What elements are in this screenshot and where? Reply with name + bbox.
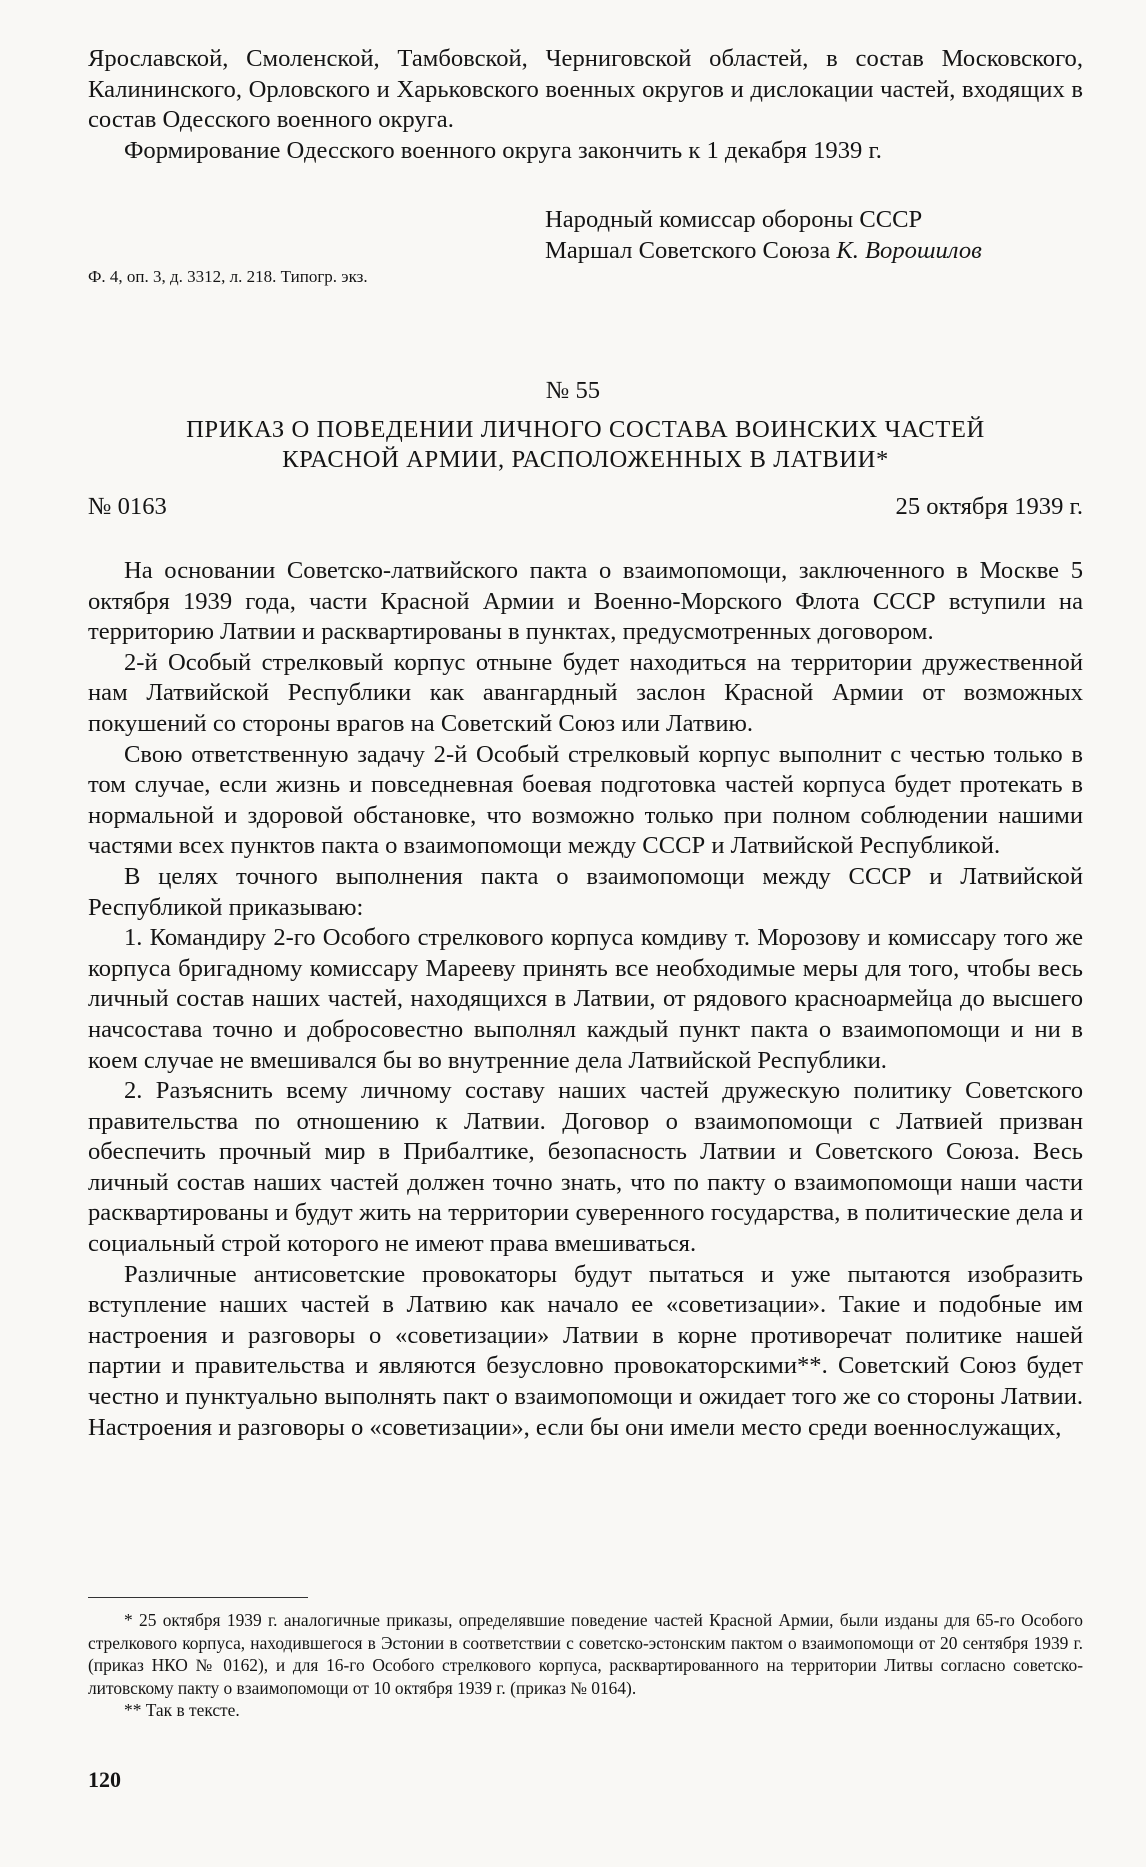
body-paragraph-7: Различные антисоветские провокаторы будут пытаться и уже пытаются изобразить вступление наших частей в Латвию как начало ее «советизации». Такие и подобные им настроения и разговоры о «советизации» Латвии в корне противоречат политике нашей партии и правительства и являются безусловно провокаторскими**. Советский Союз будет честно и пунктуально выполнять пакт о взаимопомощи и ожидает того же со стороны Латвии. Настроения и разговоры о «советизации», если бы они имели место среди военнослужащих, <box>88 1260 1083 1441</box>
odessa-paragraph: Формирование Одесского военного округа закончить к 1 декабря 1939 г. <box>124 136 882 164</box>
footnote-1: * 25 октября 1939 г. аналогичные приказы, определявшие поведение частей Красной Армии, были изданы для 65-го Особого стрелкового корпуса, находившегося в Эстонии в соответствии с советско-эстонским пактом о взаимопомощи от 20 сентября 1939 г. (приказ НКО № 0162), и для 16-го Особого стрелкового корпуса, расквартированного на территории Литвы согласно советско-литовскому пакту о взаимопомощи от 10 октября 1939 г. (приказ № 0164). <box>88 1610 1083 1698</box>
order-body <box>88 556 1083 1443</box>
archive-reference: Ф. 4, оп. 3, д. 3312, л. 218. Типогр. экз. <box>88 267 368 286</box>
order-number: № 0163 <box>88 493 167 520</box>
body-paragraph-3: Свою ответственную задачу 2-й Особый стрелковый корпус выполнит с честью только в том случае, если жизнь и повседневная боевая подготовка частей корпуса будет протекать в нормальной и здоровой обстановке, что возможно только при полном соблюдении нашими частями всех пунктов пакта о взаимопомощи между СССР и Латвийской Республикой. <box>88 740 1083 860</box>
page-number: 120 <box>88 1767 121 1792</box>
body-paragraph-2: 2-й Особый стрелковый корпус отныне будет находиться на территории дружественной нам Латвийской Республики как авангардный заслон Красной Армии от возможных покушений со стороны врагов на Советский Союз или Латвию. <box>88 648 1083 737</box>
order-date: 25 октября 1939 г. <box>895 493 1083 520</box>
body-paragraph-4: В целях точного выполнения пакта о взаимопомощи между СССР и Латвийской Республикой приказываю: <box>88 862 1083 921</box>
top-text-block <box>88 44 1083 166</box>
footnote-divider <box>88 1597 308 1598</box>
title-line-1: ПРИКАЗ О ПОВЕДЕНИИ ЛИЧНОГО СОСТАВА ВОИНСКИХ ЧАСТЕЙ <box>186 416 985 443</box>
signature-position: Народный комиссар обороны СССР <box>545 206 923 233</box>
body-paragraph-1: На основании Советско-латвийского пакта о взаимопомощи, заключенного в Москве 5 октября 1939 года, части Красной Армии и Военно-Морского Флота СССР вступили на территорию Латвии и расквартированы в пунктах, предусмотренных договором. <box>88 557 1083 646</box>
signature-rank: Маршал Советского Союза <box>545 236 831 264</box>
footnotes <box>88 1609 1083 1722</box>
document-title <box>88 415 1083 475</box>
signature-rank-line <box>545 236 982 267</box>
body-paragraph-6: 2. Разъяснить всему личному составу наших частей дружескую политику Советского правительства по отношению к Латвии. Договор о взаимопомощи с Латвией призван обеспечить прочный мир в Прибалтике, безопасность Латвии и Советского Союза. Весь личный состав наших частей должен точно знать, что по пакту о взаимопомощи наши части расквартированы и будут жить на территории суверенного государства, в политические дела и социальный строй которого не имеют права вмешиваться. <box>88 1077 1083 1258</box>
signature-name: К. Ворошилов <box>836 236 982 264</box>
body-paragraph-5: 1. Командиру 2-го Особого стрелкового корпуса комдиву т. Морозову и комиссару того же корпуса бригадному комиссару Марееву принять все необходимые меры для того, чтобы весь личный состав наших частей, находящихся в Латвии, от рядового красноармейца до высшего начсостава точно и добросовестно выполнял каждый пункт пакта о взаимопомощи и ни в коем случае не вмешивался бы во внутренние дела Латвийской Республики. <box>88 924 1083 1074</box>
footnote-2: ** Так в тексте. <box>124 1700 240 1721</box>
title-line-2: КРАСНОЙ АРМИИ, РАСПОЛОЖЕННЫХ В ЛАТВИИ* <box>282 446 889 473</box>
document-number: № 55 <box>545 377 601 404</box>
signature-block <box>545 205 982 266</box>
continued-paragraph: Ярославской, Смоленской, Тамбовской, Черниговской областей, в состав Московского, Калининского, Орловского и Харьковского военных округов и дислокации частей, входящих в состав Одесского военного округа. <box>88 45 1083 134</box>
